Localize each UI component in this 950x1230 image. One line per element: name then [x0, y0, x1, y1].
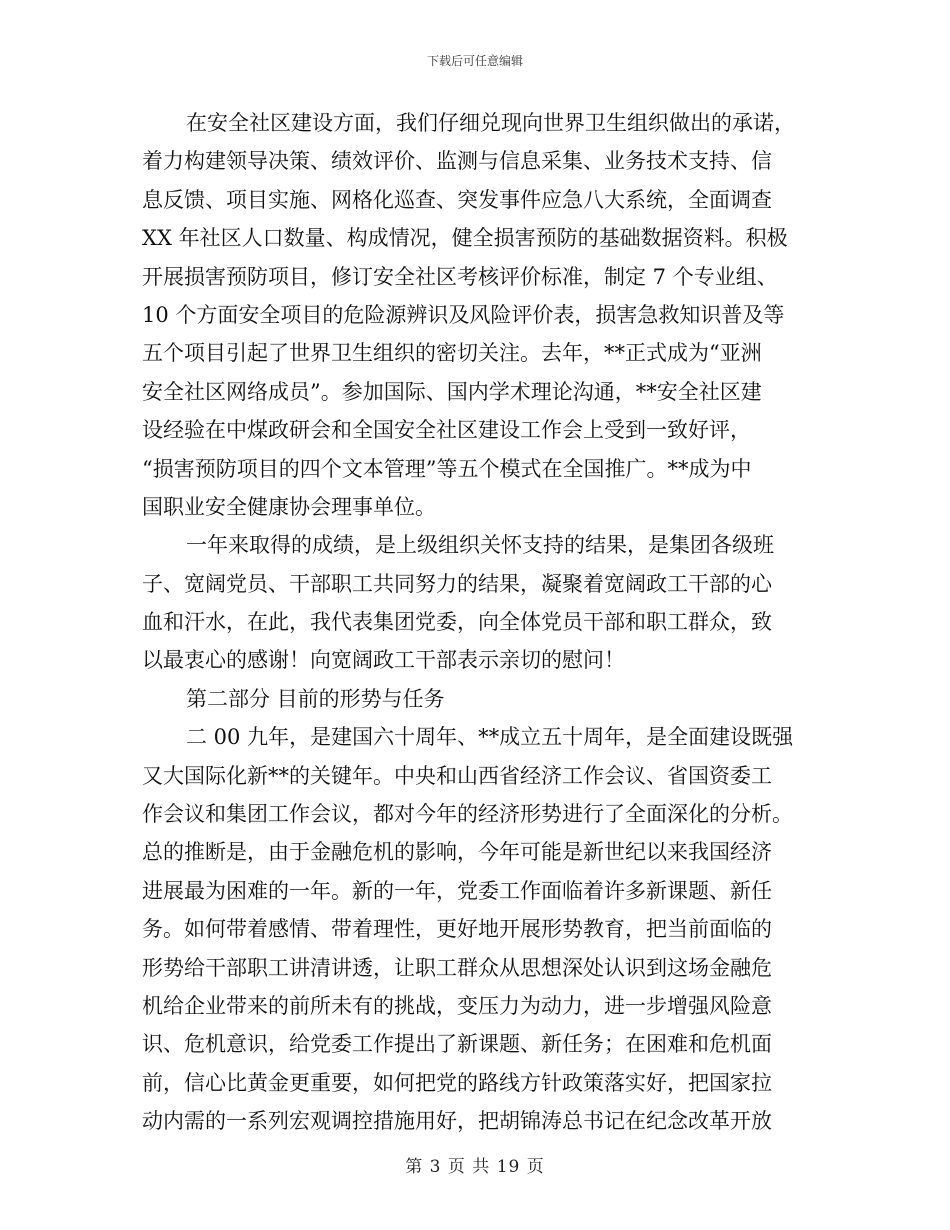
text-line: 前，信心比黄金更重要，如何把党的路线方针政策落实好，把国家拉: [142, 1070, 772, 1095]
text-line: 息反馈、项目实施、网格化巡查、突发事件应急八大系统，全面调查: [142, 187, 772, 212]
text-line: 着力构建领导决策、绩效评价、监测与信息采集、业务技术支持、信: [142, 149, 772, 174]
text-line: 国职业安全健康协会理事单位。: [142, 494, 436, 519]
text-line: “损害预防项目的四个文本管理”等五个模式在全国推广。**成为中: [142, 456, 752, 481]
text-line: XX 年社区人口数量、构成情况，健全损害预防的基础数据资料。积极: [142, 226, 788, 251]
text-line: 子、宽阔党员、干部职工共同努力的结果，凝聚着宽阔政工干部的心: [142, 571, 772, 596]
page-number: 第 3 页 共 19 页: [405, 1157, 545, 1177]
text-line: 进展最为困难的一年。新的一年，党委工作面临着许多新课题、新任: [142, 878, 772, 903]
text-line: 动内需的一系列宏观调控措施用好，把胡锦涛总书记在纪念改革开放: [142, 1109, 772, 1134]
text-line: 五个项目引起了世界卫生组织的密切关注。去年，**正式成为“亚洲: [142, 341, 762, 366]
text-line: 务。如何带着感情、带着理性，更好地开展形势教育，把当前面临的: [142, 917, 772, 942]
text-line: 又大国际化新**的关键年。中央和山西省经济工作会议、省国资委工: [142, 763, 772, 788]
text-line: 一年来取得的成绩，是上级组织关怀支持的结果，是集团各级班: [186, 533, 774, 558]
text-line: 机给企业带来的前所未有的挑战，变压力为动力，进一步增强风险意: [142, 993, 772, 1018]
section-heading: 第二部分 目前的形势与任务: [186, 686, 445, 711]
text-line: 在安全社区建设方面，我们仔细兑现向世界卫生组织做出的承诺，: [186, 111, 795, 135]
text-line: 以最衷心的感谢！向宽阔政工干部表示亲切的慰问！: [142, 648, 625, 673]
text-line: 血和汗水，在此，我代表集团党委，向全体党员干部和职工群众，致: [142, 610, 772, 635]
text-line: 开展损害预防项目，修订安全社区考核评价标准，制定 7 个专业组、: [142, 264, 778, 289]
text-line: 10 个方面安全项目的危险源辨识及风险评价表，损害急救知识普及等: [142, 302, 785, 327]
text-line: 识、危机意识，给党委工作提出了新课题、新任务；在困难和危机面: [142, 1032, 772, 1057]
text-line: 安全社区网络成员”。参加国际、国内学术理论沟通，**安全社区建: [142, 379, 762, 404]
text-line: 作会议和集团工作会议，都对今年的经济形势进行了全面深化的分析。: [142, 802, 793, 827]
text-line: 形势给干部职工讲清讲透，让职工群众从思想深处认识到这场金融危: [142, 955, 772, 980]
text-line: 设经验在中煤政研会和全国安全社区建设工作会上受到一致好评，: [142, 418, 751, 443]
page-header-note: 下载后可任意编辑: [426, 54, 523, 68]
text-line: 二 00 九年，是建国六十周年、**成立五十周年，是全面建设既强: [186, 725, 794, 750]
text-line: 总的推断是，由于金融危机的影响，今年可能是新世纪以来我国经济: [142, 840, 772, 865]
document-body: [142, 104, 814, 1141]
